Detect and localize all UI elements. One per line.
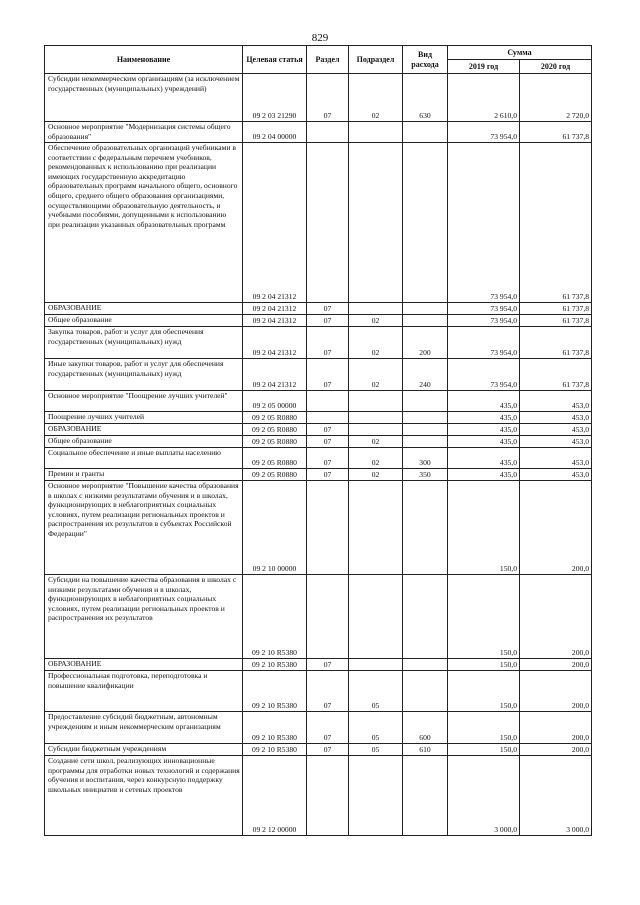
row-section: 07 <box>307 712 349 744</box>
row-sum-2020: 200,0 <box>520 712 592 744</box>
row-sum-2020: 61 737,8 <box>520 122 592 143</box>
table-row <box>45 436 592 448</box>
row-target: 09 2 05 R0880 <box>243 424 307 436</box>
row-subsection <box>349 575 403 659</box>
row-name <box>45 391 243 412</box>
row-sum-2019: 150,0 <box>448 744 520 756</box>
row-section: 07 <box>307 74 349 122</box>
row-subsection: 02 <box>349 448 403 469</box>
row-subsection <box>349 412 403 424</box>
row-sum-2019: 150,0 <box>448 481 520 575</box>
row-sum-2020: 453,0 <box>520 448 592 469</box>
row-subsection: 02 <box>349 359 403 391</box>
row-exp-type <box>403 315 448 327</box>
row-target: 09 2 05 R0880 <box>243 448 307 469</box>
row-sum-2020: 200,0 <box>520 481 592 575</box>
row-name <box>45 315 243 327</box>
header-2020: 2020 год <box>520 60 592 74</box>
row-sum-2019: 73 954,0 <box>448 359 520 391</box>
row-name-text: Закупка товаров, работ и услуг для обеспечения государственных (муниципальных) нужд <box>48 327 204 346</box>
row-exp-type: 200 <box>403 327 448 359</box>
row-name <box>45 756 243 836</box>
row-sum-2020: 61 737,8 <box>520 359 592 391</box>
row-name-text: ОБРАЗОВАНИЕ <box>48 424 102 433</box>
row-sum-2019: 73 954,0 <box>448 122 520 143</box>
row-exp-type <box>403 143 448 303</box>
row-name-text: Субсидии на повышение качества образования в школах с низкими результатами обучения и в школах, функционирующих в неблагоприятных социальных условиях, путем реализации региональных проектов и распространения их результатов <box>48 575 237 623</box>
row-name-text: Профессиональная подготовка, переподготовка и повышение квалификации <box>48 671 208 690</box>
row-subsection <box>349 756 403 836</box>
row-target: 09 2 05 R0880 <box>243 412 307 424</box>
row-target: 09 2 04 21312 <box>243 315 307 327</box>
row-target: 09 2 05 R0880 <box>243 436 307 448</box>
row-exp-type: 600 <box>403 712 448 744</box>
row-subsection <box>349 122 403 143</box>
row-name-text: Основное мероприятие "Поощрение лучших учителей" <box>48 391 228 400</box>
row-section: 07 <box>307 659 349 671</box>
row-name <box>45 469 243 481</box>
row-name <box>45 436 243 448</box>
table-row <box>45 448 592 469</box>
row-sum-2019: 3 000,0 <box>448 756 520 836</box>
row-name <box>45 412 243 424</box>
row-name <box>45 303 243 315</box>
row-section: 07 <box>307 671 349 712</box>
row-subsection <box>349 424 403 436</box>
row-subsection <box>349 143 403 303</box>
row-name-text: Предоставление субсидий бюджетным, автономным учреждениям и иным некоммерческим организациям <box>48 712 221 731</box>
row-section: 07 <box>307 436 349 448</box>
row-exp-type: 610 <box>403 744 448 756</box>
row-sum-2020: 200,0 <box>520 744 592 756</box>
row-name-text: Основное мероприятие "Повышение качества образования в школах с низкими результатами обучения и в школах, функционирующих в неблагоприятных социальных условиях, путем реализации региональных проектов и распространения их результатов в субъектах Российской Федерации" <box>48 481 239 538</box>
row-sum-2020: 61 737,8 <box>520 143 592 303</box>
row-name-text: Премии и гранты <box>48 469 105 478</box>
row-exp-type: 350 <box>403 469 448 481</box>
budget-table <box>44 45 592 836</box>
row-target: 09 2 05 00000 <box>243 391 307 412</box>
row-name-text: Создание сети школ, реализующих инновационные программы для отработки новых технологий и содержания обучения и воспитания, через конкурсную поддержку школьных инициатив и сетевых проектов <box>48 756 240 794</box>
row-exp-type <box>403 671 448 712</box>
table-row <box>45 481 592 575</box>
table-row <box>45 327 592 359</box>
header-subsection: Подраздел <box>349 46 403 74</box>
row-sum-2019: 2 610,0 <box>448 74 520 122</box>
row-subsection: 02 <box>349 74 403 122</box>
row-sum-2020: 61 737,8 <box>520 315 592 327</box>
table-row <box>45 756 592 836</box>
row-target: 09 2 10 R5380 <box>243 575 307 659</box>
row-sum-2019: 435,0 <box>448 412 520 424</box>
row-name <box>45 712 243 744</box>
row-section <box>307 122 349 143</box>
row-section: 07 <box>307 303 349 315</box>
row-name <box>45 481 243 575</box>
row-exp-type <box>403 756 448 836</box>
row-section: 07 <box>307 327 349 359</box>
header-name: Наименование <box>45 46 243 74</box>
table-row <box>45 303 592 315</box>
row-target: 09 2 10 R5380 <box>243 671 307 712</box>
row-target: 09 2 10 R5380 <box>243 744 307 756</box>
row-target: 09 2 04 21312 <box>243 327 307 359</box>
header-target: Целевая статья <box>243 46 307 74</box>
row-exp-type <box>403 122 448 143</box>
row-subsection: 02 <box>349 315 403 327</box>
row-name <box>45 122 243 143</box>
table-row <box>45 391 592 412</box>
row-subsection: 05 <box>349 744 403 756</box>
row-section <box>307 143 349 303</box>
row-sum-2020: 453,0 <box>520 412 592 424</box>
row-exp-type: 240 <box>403 359 448 391</box>
header-exp-type: Вид расхода <box>403 46 448 74</box>
row-section: 07 <box>307 359 349 391</box>
row-section <box>307 481 349 575</box>
table-row <box>45 424 592 436</box>
row-exp-type <box>403 436 448 448</box>
row-name <box>45 671 243 712</box>
row-section <box>307 575 349 659</box>
row-name <box>45 143 243 303</box>
row-sum-2019: 150,0 <box>448 712 520 744</box>
row-sum-2019: 73 954,0 <box>448 303 520 315</box>
row-target: 09 2 10 R5380 <box>243 712 307 744</box>
table-row <box>45 412 592 424</box>
row-name <box>45 327 243 359</box>
row-sum-2020: 3 000,0 <box>520 756 592 836</box>
row-name-text: Поощрение лучших учителей <box>48 412 145 421</box>
row-section <box>307 756 349 836</box>
table-row <box>45 469 592 481</box>
table-row <box>45 744 592 756</box>
row-name <box>45 424 243 436</box>
row-section: 07 <box>307 424 349 436</box>
row-name-text: Субсидии бюджетным учреждениям <box>48 744 167 753</box>
row-target: 09 2 04 00000 <box>243 122 307 143</box>
row-sum-2019: 150,0 <box>448 659 520 671</box>
row-sum-2020: 200,0 <box>520 575 592 659</box>
row-name <box>45 575 243 659</box>
row-sum-2019: 73 954,0 <box>448 327 520 359</box>
row-name <box>45 744 243 756</box>
row-target: 09 2 10 00000 <box>243 481 307 575</box>
row-name-text: Основное мероприятие "Модернизация системы общего образования" <box>48 122 231 141</box>
row-exp-type <box>403 481 448 575</box>
row-section <box>307 391 349 412</box>
table-row <box>45 122 592 143</box>
row-exp-type: 300 <box>403 448 448 469</box>
row-name-text: Социальное обеспечение и иные выплаты населению <box>48 448 221 457</box>
row-name <box>45 659 243 671</box>
row-sum-2020: 453,0 <box>520 391 592 412</box>
row-sum-2020: 453,0 <box>520 436 592 448</box>
row-subsection: 05 <box>349 712 403 744</box>
row-sum-2019: 435,0 <box>448 391 520 412</box>
row-subsection: 02 <box>349 436 403 448</box>
row-name-text: ОБРАЗОВАНИЕ <box>48 659 102 668</box>
row-target: 09 2 03 21290 <box>243 74 307 122</box>
row-exp-type <box>403 391 448 412</box>
row-name <box>45 359 243 391</box>
table-row <box>45 712 592 744</box>
row-subsection: 05 <box>349 671 403 712</box>
row-section <box>307 412 349 424</box>
row-exp-type: 630 <box>403 74 448 122</box>
table-row <box>45 671 592 712</box>
row-sum-2020: 61 737,8 <box>520 327 592 359</box>
row-exp-type <box>403 412 448 424</box>
header-sum: Сумма <box>448 46 592 60</box>
row-section: 07 <box>307 315 349 327</box>
row-target: 09 2 12 00000 <box>243 756 307 836</box>
row-sum-2020: 61 737,8 <box>520 303 592 315</box>
table-row <box>45 575 592 659</box>
row-sum-2019: 73 954,0 <box>448 143 520 303</box>
row-sum-2019: 435,0 <box>448 448 520 469</box>
row-sum-2019: 435,0 <box>448 436 520 448</box>
row-subsection <box>349 303 403 315</box>
row-name-text: Субсидии некоммерческим организациям (за исключением государственных (муниципальных) учреждений) <box>48 74 240 93</box>
row-name <box>45 74 243 122</box>
row-exp-type <box>403 424 448 436</box>
row-sum-2019: 150,0 <box>448 671 520 712</box>
table-row <box>45 315 592 327</box>
row-name-text: Иные закупки товаров, работ и услуг для обеспечения государственных (муниципальных) нужд <box>48 359 224 378</box>
row-subsection: 02 <box>349 469 403 481</box>
row-name-text: Общее образование <box>48 315 112 324</box>
row-target: 09 2 04 21312 <box>243 303 307 315</box>
header-section: Раздел <box>307 46 349 74</box>
row-sum-2019: 73 954,0 <box>448 315 520 327</box>
row-section: 07 <box>307 448 349 469</box>
row-target: 09 2 04 21312 <box>243 143 307 303</box>
row-exp-type <box>403 303 448 315</box>
table-row <box>45 74 592 122</box>
row-name-text: Общее образование <box>48 436 112 445</box>
row-sum-2019: 435,0 <box>448 469 520 481</box>
row-target: 09 2 04 21312 <box>243 359 307 391</box>
header-2019: 2019 год <box>448 60 520 74</box>
row-subsection: 02 <box>349 327 403 359</box>
row-sum-2020: 2 720,0 <box>520 74 592 122</box>
row-sum-2020: 453,0 <box>520 424 592 436</box>
table-row <box>45 143 592 303</box>
row-name <box>45 448 243 469</box>
row-sum-2020: 200,0 <box>520 659 592 671</box>
row-section: 07 <box>307 744 349 756</box>
row-target: 09 2 05 R0880 <box>243 469 307 481</box>
row-sum-2019: 435,0 <box>448 424 520 436</box>
row-section: 07 <box>307 469 349 481</box>
row-exp-type <box>403 575 448 659</box>
row-sum-2020: 200,0 <box>520 671 592 712</box>
row-sum-2020: 453,0 <box>520 469 592 481</box>
row-subsection <box>349 659 403 671</box>
row-name-text: ОБРАЗОВАНИЕ <box>48 303 102 312</box>
row-exp-type <box>403 659 448 671</box>
row-subsection <box>349 481 403 575</box>
row-sum-2019: 150,0 <box>448 575 520 659</box>
page-number: 829 <box>311 32 329 44</box>
row-name-text: Обеспечение образовательных организаций учебниками в соответствии с федеральным перечнем учебников, рекомендованных к использованию при реализации имеющих государственную аккредитацию образовательных программ начального общего, основного общего, среднего общего образования организациями, осуществляющими образовательную деятельность, и учебными пособиями, допущенными к использованию при реализации указанных образовательных программ <box>48 143 238 229</box>
row-subsection <box>349 391 403 412</box>
table-row <box>45 659 592 671</box>
table-row <box>45 359 592 391</box>
row-target: 09 2 10 R5380 <box>243 659 307 671</box>
